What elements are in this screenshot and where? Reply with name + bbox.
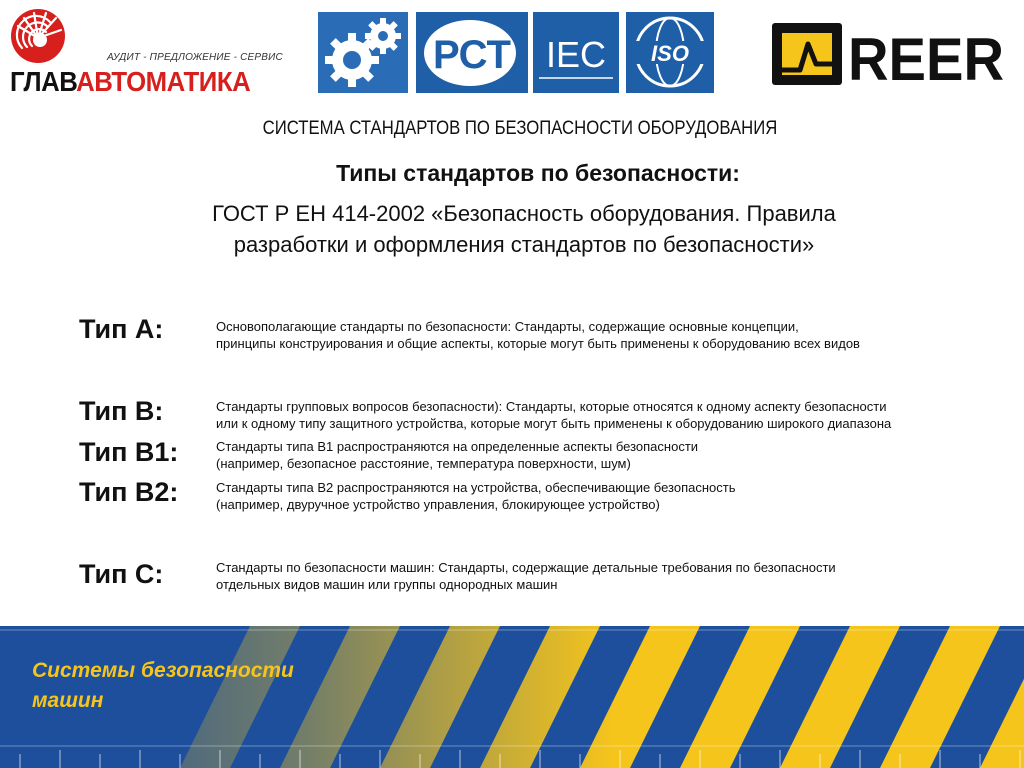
iso-globe-icon [626, 12, 714, 93]
reer-logo [770, 20, 1006, 90]
type-a-desc-line1: Основополагающие стандарты по безопасности: Стандарты, содержащие основные концепции, [216, 319, 799, 334]
type-c-desc-line1: Стандарты по безопасности машин: Стандарты, содержащие детальные требования по безопасности [216, 560, 836, 575]
gost-title [0, 198, 1024, 260]
rst-letters: РСТ [432, 33, 512, 77]
type-b-desc-line1: Стандарты групповых вопросов безопасности): Стандарты, которые относятся к одному аспекту безопасности [216, 399, 887, 414]
company-tagline: АУДИТ - ПРЕДЛОЖЕНИЕ - СЕРВИС [107, 52, 283, 63]
company-name-part1: ГЛАВ [10, 66, 77, 97]
rst-logo [416, 12, 528, 93]
type-b2-desc-line2: (например, двуручное устройство управления, блокирующее устройство) [216, 497, 660, 512]
type-c-label: Тип С: [79, 559, 164, 589]
type-b2-desc-line1: Стандарты типа В2 распространяются на устройства, обеспечивающие безопасность [216, 480, 736, 495]
type-b1-label: Тип В1: [79, 437, 179, 467]
types-title: Типы стандартов по безопасности: [336, 160, 740, 186]
system-title: СИСТЕМА СТАНДАРТОВ ПО БЕЗОПАСНОСТИ ОБОРУДОВАНИЯ [262, 118, 778, 139]
rst-emblem-icon [416, 12, 528, 93]
type-a-desc-line2: принципы конструирования и общие аспекты, которые могут быть применены к оборудованию всех видов [216, 336, 860, 351]
sun-emblem-icon [10, 8, 66, 64]
footer-banner [0, 626, 1024, 768]
iso-logo [626, 12, 714, 93]
type-b1-description [216, 438, 698, 472]
type-b2-description [216, 479, 736, 513]
gost-title-line2: разработки и оформления стандартов по безопасности» [233, 232, 815, 257]
gears-logo [318, 12, 408, 93]
reer-emblem-icon [770, 20, 1006, 90]
reer-wordmark: REER [848, 26, 1004, 90]
footer-caption-line1: Системы безопасности [32, 659, 294, 682]
gost-title-line1: ГОСТ Р ЕН 414-2002 «Безопасность оборудования. Правила [212, 201, 836, 226]
type-a-description [216, 318, 860, 352]
type-c-desc-line2: отдельных видов машин или группы однородных машин [216, 577, 558, 592]
type-b-description [216, 398, 891, 432]
iec-logo [533, 12, 619, 93]
glavavtomatika-logo [10, 8, 283, 98]
type-c-description [216, 559, 836, 593]
company-name-part2: АВТОМАТИКА [76, 66, 251, 97]
type-b1-desc-line2: (например, безопасное расстояние, температура поверхности, шум) [216, 456, 631, 471]
iec-letters: IEC [545, 34, 607, 75]
iec-emblem-icon [533, 12, 619, 93]
type-b1-desc-line1: Стандарты типа В1 распространяются на определенные аспекты безопасности [216, 439, 699, 454]
footer-caption-line2: машин [32, 689, 104, 712]
type-b-label: Тип В: [79, 396, 164, 426]
company-name [10, 66, 250, 98]
type-b-desc-line2: или к одному типу защитного устройства, которые могут быть применены к оборудованию широкого диапазона [216, 416, 892, 431]
gears-icon [318, 12, 408, 93]
iso-letters: ISO [651, 41, 689, 66]
type-a-label: Тип А: [79, 314, 164, 344]
footer-caption [32, 656, 294, 716]
type-b2-label: Тип В2: [79, 477, 179, 507]
